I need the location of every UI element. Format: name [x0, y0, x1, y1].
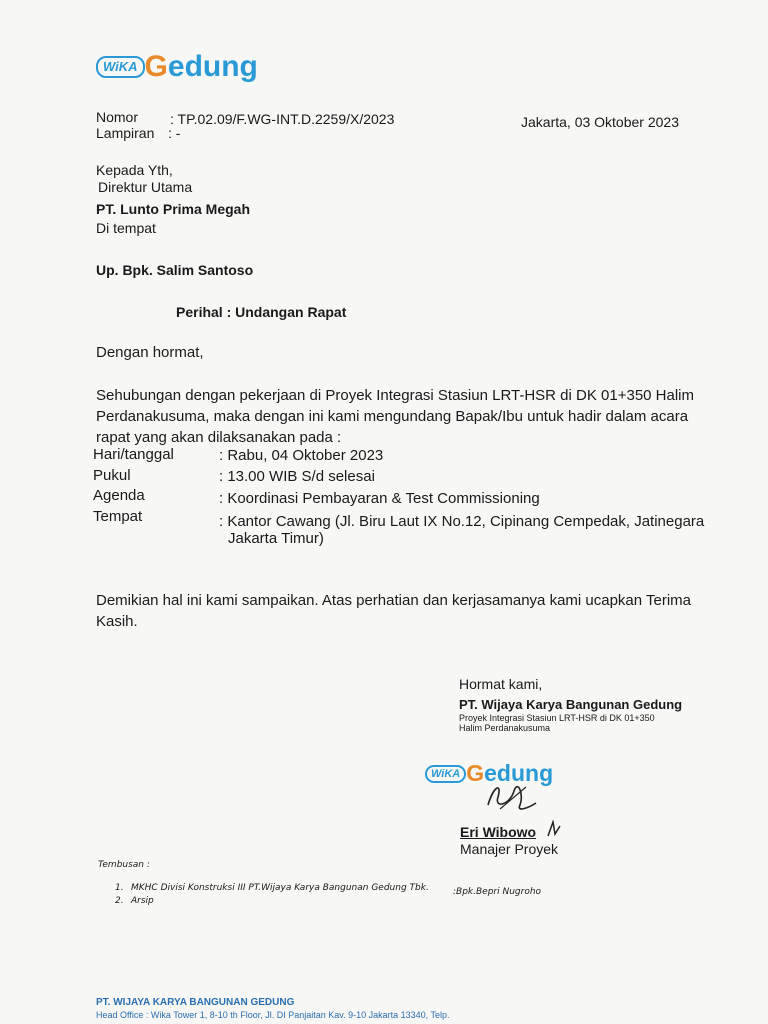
tembusan-item-text: Arsip — [131, 896, 154, 906]
detail-label-place: Tempat — [93, 508, 143, 525]
wika-stamp-mark: WiKA — [425, 765, 466, 783]
greeting: Dengan hormat, — [96, 344, 204, 361]
tembusan-item-number: 2. — [115, 896, 124, 906]
detail-label-time: Pukul — [93, 467, 131, 484]
footer-office-address: Head Office : Wika Tower 1, 8-10 th Floor, Jl. DI Panjaitan Kav. 9-10 Jakarta 13340, Telp. — [96, 1010, 450, 1020]
tembusan-item-number: 1. — [115, 883, 124, 893]
tembusan-item-attention: :Bpk.Bepri Nugroho — [453, 887, 542, 897]
detail-label-date: Hari/tanggal — [93, 446, 174, 463]
signatory-title: Manajer Proyek — [460, 841, 559, 857]
nomor-label: Nomor — [96, 109, 139, 125]
initial-mark — [545, 820, 563, 838]
lampiran-value: : - — [168, 125, 181, 141]
regards: Hormat kami, — [459, 676, 543, 692]
gedung-stamp-text: Gedung — [466, 760, 554, 786]
detail-value-agenda: : Koordinasi Pembayaran & Test Commissioning — [219, 490, 540, 507]
recipient-position: Direktur Utama — [98, 179, 193, 195]
closing-paragraph — [96, 590, 708, 632]
lampiran-label: Lampiran — [96, 125, 155, 141]
intro-line: rapat yang akan dilaksanakan pada : — [96, 429, 342, 446]
project-name-line1: Proyek Integrasi Stasiun LRT-HSR di DK 01+350 — [459, 713, 655, 723]
signature-scribble — [480, 775, 540, 815]
signatory-name: Eri Wibowo — [460, 824, 537, 840]
recipient-location: Di tempat — [96, 220, 156, 236]
intro-line: Perdanakusuma, maka dengan ini kami mengundang Bapak/Ibu untuk hadir dalam acara — [96, 408, 689, 425]
detail-value-date: : Rabu, 04 Oktober 2023 — [219, 447, 384, 464]
subject-line: Perihal : Undangan Rapat — [176, 304, 347, 320]
detail-value-place: : Kantor Cawang (Jl. Biru Laut IX No.12, Cipinang Cempedak, Jatinegara — [219, 513, 705, 530]
detail-value-time: : 13.00 WIB S/d selesai — [219, 468, 375, 485]
intro-line: Sehubungan dengan pekerjaan di Proyek Integrasi Stasiun LRT-HSR di DK 01+350 Halim — [96, 387, 695, 404]
company-logo — [96, 50, 258, 84]
closing-line: Demikian hal ini kami sampaikan. Atas perhatian dan kerjasamanya kami ucapkan Terima — [96, 592, 692, 609]
recipient-salutation: Kepada Yth, — [96, 162, 173, 178]
nomor-value: : TP.02.09/F.WG-INT.D.2259/X/2023 — [170, 111, 395, 127]
tembusan-heading: Tembusan : — [98, 860, 150, 870]
signatory-company: PT. Wijaya Karya Bangunan Gedung — [459, 697, 683, 712]
tembusan-item-text: MKHC Divisi Konstruksi III PT.Wijaya Karya Bangunan Gedung Tbk. — [131, 883, 429, 893]
wika-logo-mark: WiKA — [96, 56, 145, 78]
recipient-attention: Up. Bpk. Salim Santoso — [96, 262, 254, 278]
closing-line: Kasih. — [96, 613, 138, 630]
intro-paragraph — [96, 385, 708, 448]
recipient-company: PT. Lunto Prima Megah — [96, 201, 251, 217]
place-date: Jakarta, 03 Oktober 2023 — [521, 114, 679, 130]
detail-label-agenda: Agenda — [93, 487, 145, 504]
detail-value-place-continued: Jakarta Timur) — [228, 530, 324, 547]
footer-company-name: PT. WIJAYA KARYA BANGUNAN GEDUNG — [96, 997, 295, 1008]
project-name-line2: Halim Perdanakusuma — [459, 723, 551, 733]
gedung-logo-text: Gedung — [144, 50, 258, 83]
